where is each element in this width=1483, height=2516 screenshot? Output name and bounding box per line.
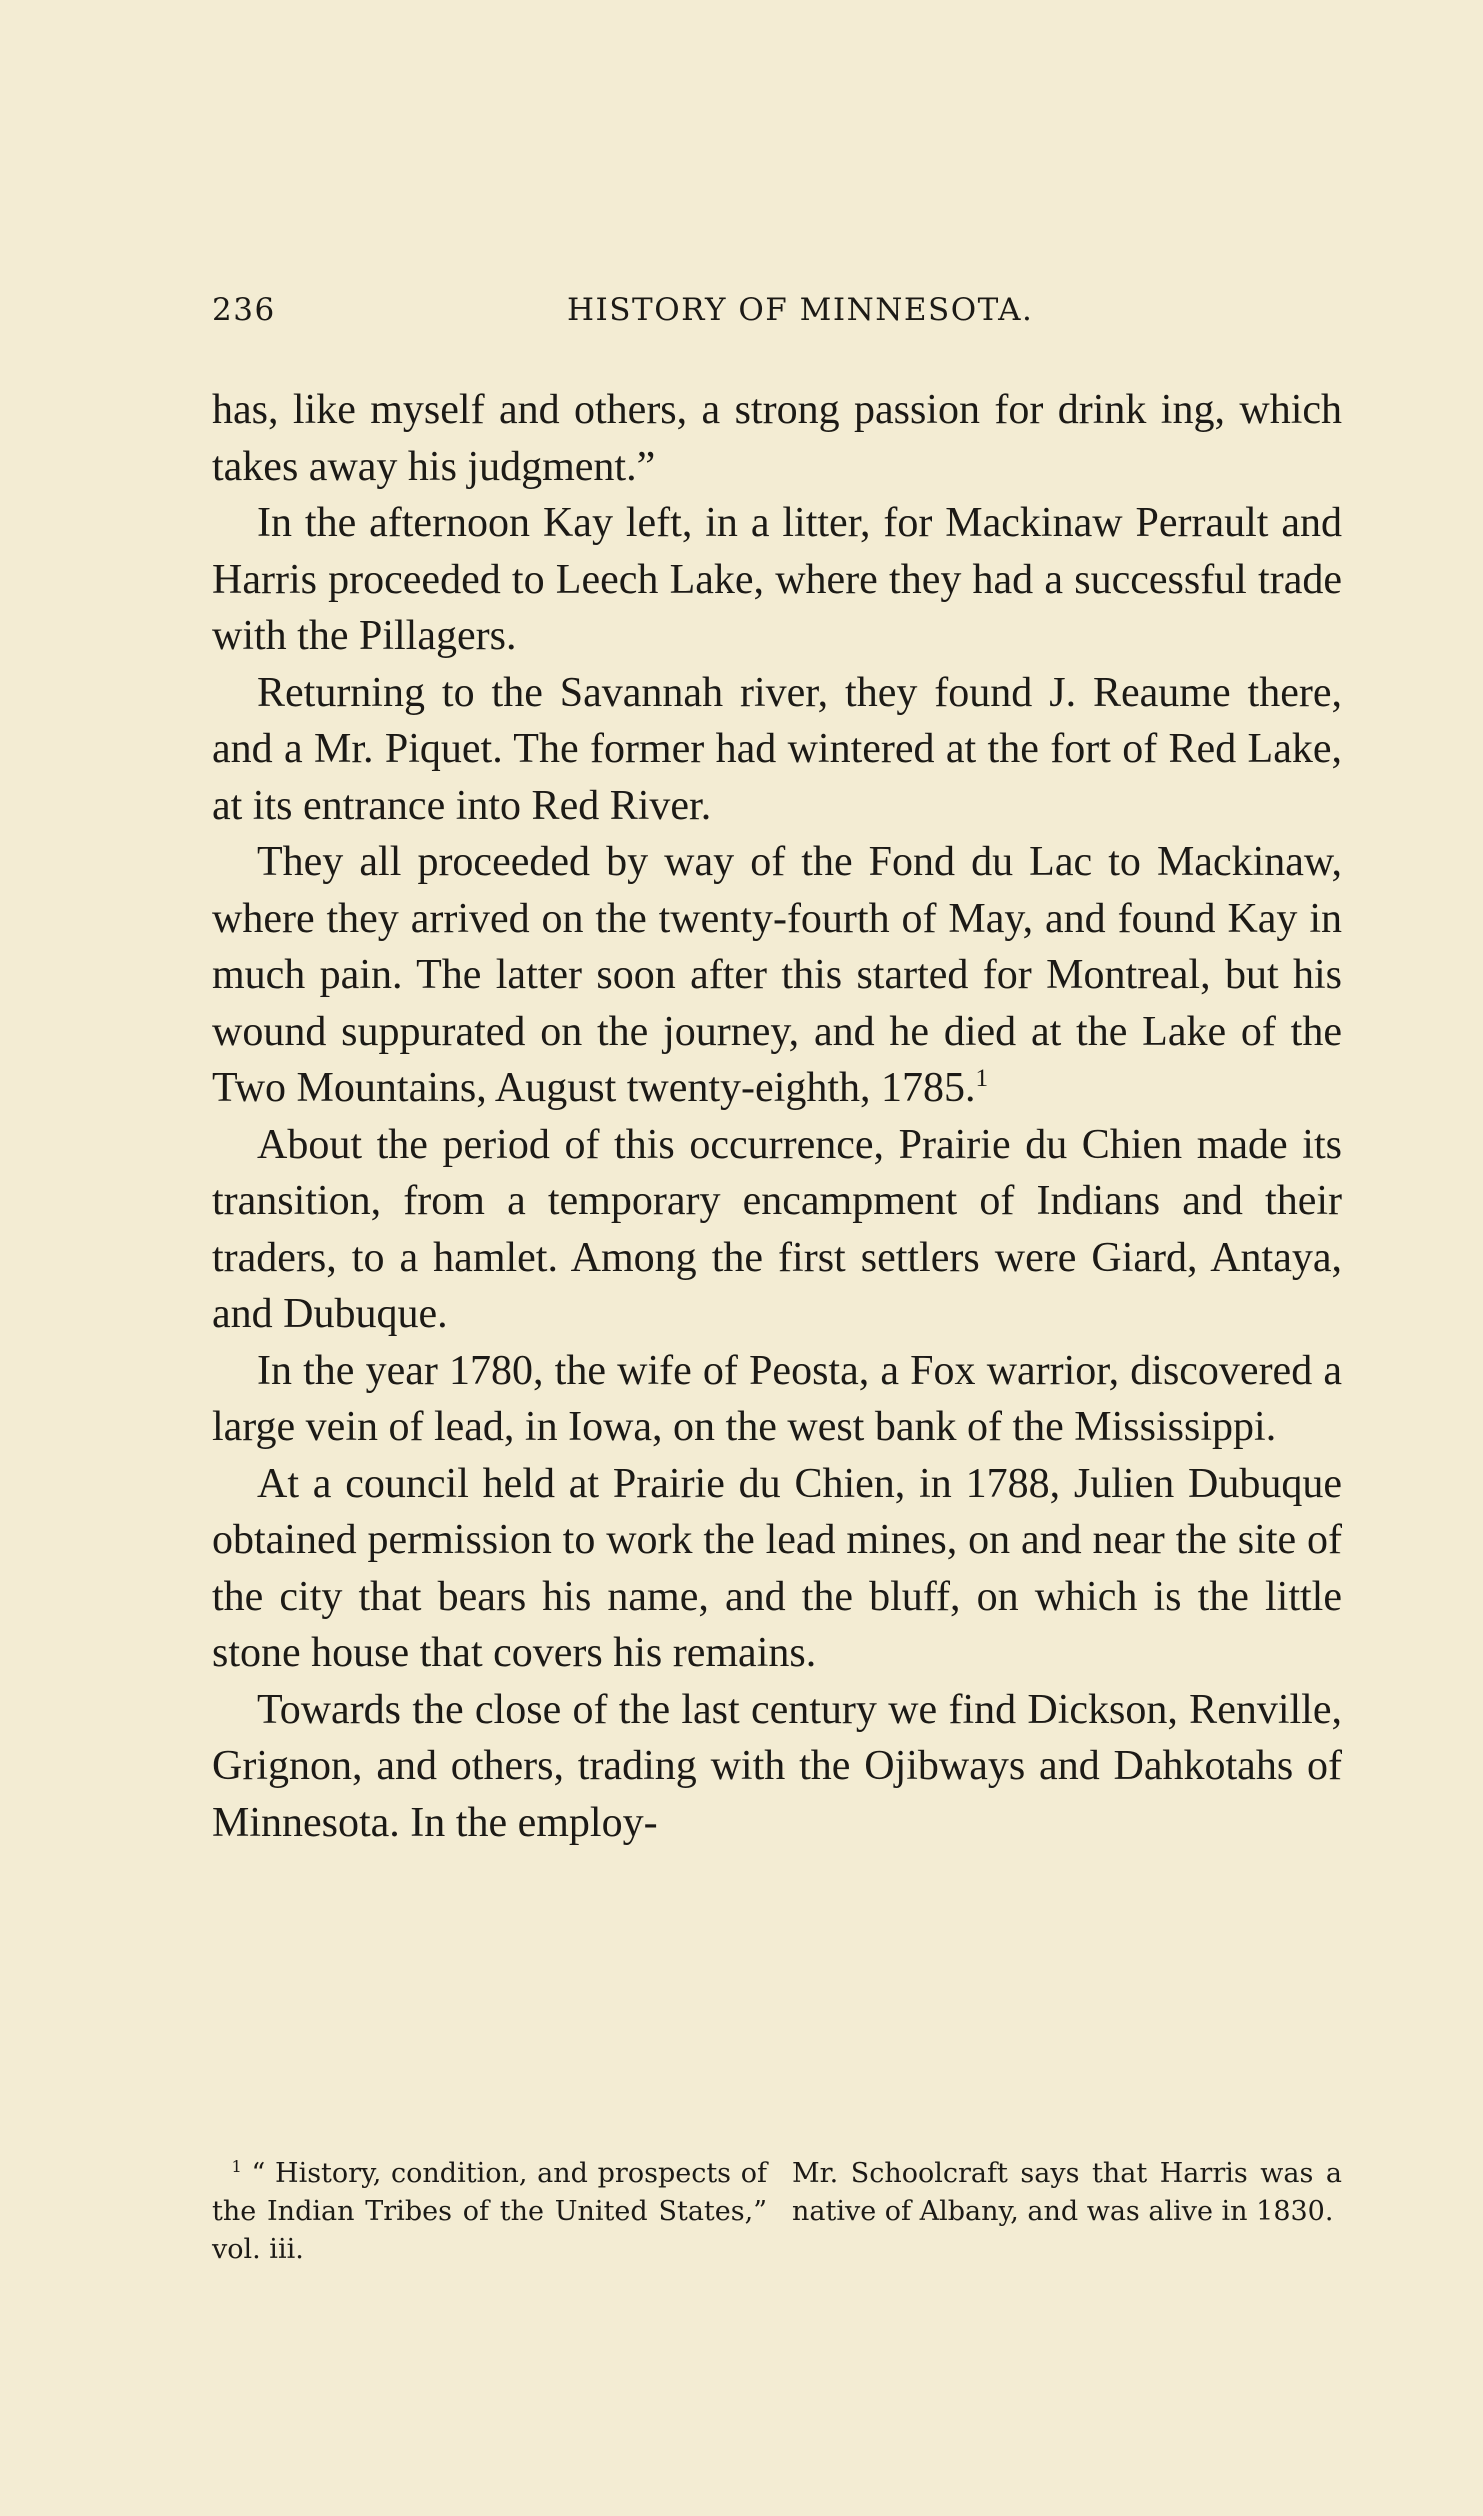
footnote-left-column [212, 2155, 767, 2269]
paragraph-4 [212, 834, 1342, 1117]
page-number: 236 [212, 292, 276, 328]
paragraph-3: Returning to the Savannah river, they found J. Reaume there, and a Mr. Piquet. The former had wintered at the fort of Red Lake, at its entrance into Red River. [212, 669, 1342, 829]
running-head: HISTORY OF MINNESOTA. [567, 292, 1034, 328]
paragraph-6: In the year 1780, the wife of Peosta, a Fox warrior, discovered a large vein of lead, in Iowa, on the west bank of the Mississippi. [212, 1347, 1342, 1450]
footnote-marker: 1 [231, 2157, 242, 2176]
paragraph-5: About the period of this occurrence, Prairie du Chien made its transition, from a temporary encampment of Indians and their traders, to a hamlet. Among the first settlers were Giard, Antaya, and Dubuque. [212, 1121, 1342, 1337]
paragraph-2: In the afternoon Kay left, in a litter, for Mackinaw Perrault and Harris proceeded to Leech Lake, where they had a successful trade with the Pillagers. [212, 500, 1342, 659]
footnote-reference: 1 [975, 1065, 989, 1092]
page-header [212, 292, 1362, 342]
body-text [212, 382, 1342, 1851]
paragraph-4-text: They all proceeded by way of the Fond du Lac to Mackinaw, where they arrived on the twenty-fourth of May, and found Kay in much pain. The latter soon after this started for Montreal, but his wound suppurated on the journey, and he died at the Lake of the Two Mountains, August twenty-eighth, 1785. [212, 839, 1342, 1111]
footnote-right-column [792, 2155, 1342, 2231]
footnote-right-text: Mr. Schoolcraft says that Harris was a native of Albany, and was alive in 1830. [792, 2158, 1342, 2227]
paragraph-8: Towards the close of the last century we find Dickson, Renville, Grignon, and others, trading with the Ojibways and Dahkotahs of Minnesota. In the employ- [212, 1686, 1342, 1846]
footnote-left-text: “ History, condition, and prospects of the Indian Tribes of the United States,” vol. iii. [212, 2158, 768, 2265]
paragraph-7: At a council held at Prairie du Chien, in 1788, Julien Dubuque obtained permission to work the lead mines, on and near the site of the city that bears his name, and the bluff, on which is the little stone house that covers his remains. [212, 1460, 1342, 1676]
paragraph-1: has, like myself and others, a strong passion for drink ing, which takes away his judgment.” [212, 387, 1342, 490]
